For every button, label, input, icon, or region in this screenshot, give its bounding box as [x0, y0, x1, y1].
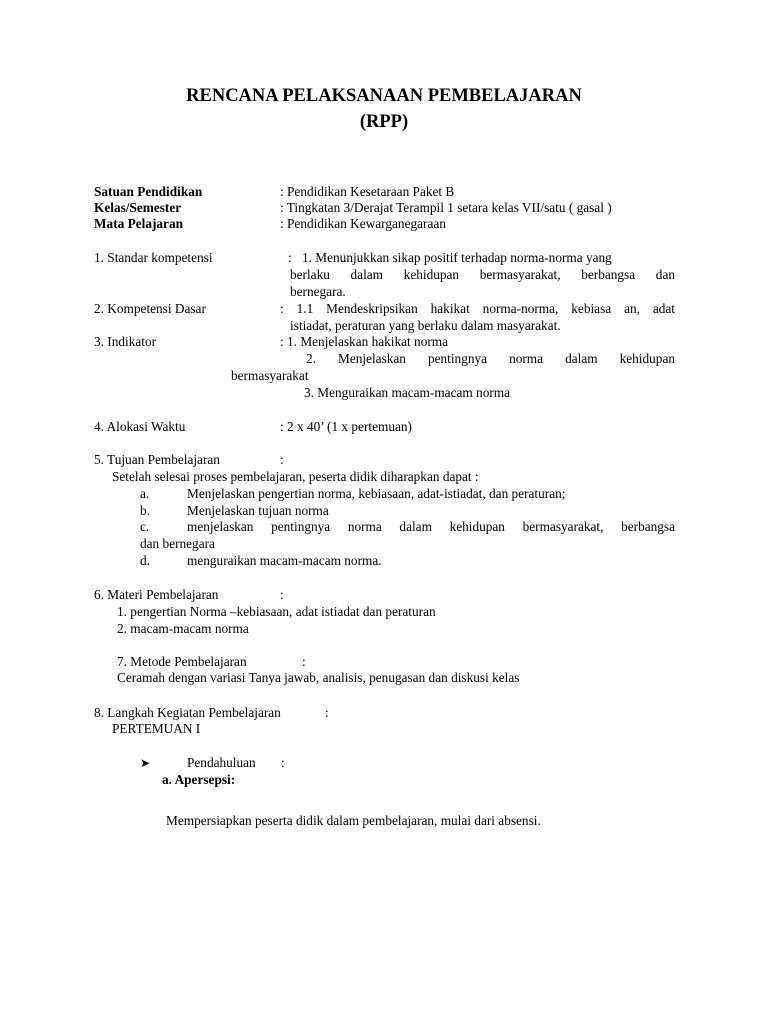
tujuan-item-a-letter: a. [140, 486, 150, 501]
apersepsi-text: Mempersiapkan peserta didik dalam pembelajaran, mulai dari absensi. [166, 813, 541, 828]
pertemuan-heading: PERTEMUAN I [112, 721, 201, 736]
indikator-line3: bermasyarakat [231, 368, 309, 383]
metode-colon: : [302, 654, 306, 669]
identity-value-kelas: : Tingkatan 3/Derajat Terampil 1 setara kelas VII/satu ( gasal ) [280, 200, 612, 215]
kd-label: 2. Kompetensi Dasar [94, 301, 206, 316]
tujuan-item-b-text: Menjelaskan tujuan norma [187, 503, 329, 518]
tujuan-intro: Setelah selesai proses pembelajaran, peserta didik diharapkan dapat : [112, 469, 479, 484]
tujuan-label: 5. Tujuan Pembelajaran [94, 452, 220, 467]
pendahuluan-label: Pendahuluan [187, 755, 256, 770]
kd-text-line2: istiadat, peraturan yang berlaku dalam masyarakat. [290, 318, 561, 333]
sk-text-line3: bernegara. [290, 284, 346, 299]
materi-item-2: 2. macam-macam norma [117, 621, 249, 636]
materi-colon: : [280, 587, 284, 602]
indikator-label: 3. Indikator [94, 334, 157, 349]
pendahuluan-colon: : [281, 755, 285, 770]
identity-value-satuan: : Pendidikan Kesetaraan Paket B [280, 184, 455, 199]
kd-text-line1: : 1.1 Mendeskripsikan hakikat norma-norma, kebiasa an, adat [280, 301, 675, 316]
tujuan-colon: : [280, 452, 284, 467]
alokasi-value: : 2 x 40’ (1 x pertemuan) [280, 419, 412, 434]
indikator-line1: : 1. Menjelaskan hakikat norma [280, 334, 449, 349]
identity-label-satuan: Satuan Pendidikan [94, 184, 203, 199]
identity-value-mapel: : Pendidikan Kewarganegaraan [280, 216, 446, 231]
indikator-line4: 3. Menguraikan macam-macam norma [304, 385, 511, 400]
sk-label: 1. Standar kompetensi [94, 250, 213, 265]
tujuan-item-c-cont: dan bernegara [140, 536, 215, 551]
identity-label-kelas: Kelas/Semester [94, 200, 182, 215]
materi-item-1: 1. pengertian Norma –kebiasaan, adat istiadat dan peraturan [117, 604, 436, 619]
tujuan-item-a-text: Menjelaskan pengertian norma, kebiasaan, adat-istiadat, dan peraturan; [187, 486, 566, 501]
arrow-bullet-icon: ➤ [140, 756, 151, 770]
tujuan-item-d-letter: d. [140, 553, 150, 568]
metode-text: Ceramah dengan variasi Tanya jawab, analisis, penugasan dan diskusi kelas [117, 670, 520, 685]
metode-label: 7. Metode Pembelajaran [117, 654, 247, 669]
sk-colon: : [288, 250, 292, 265]
alokasi-label: 4. Alokasi Waktu [94, 419, 186, 434]
tujuan-item-b-letter: b. [140, 503, 150, 518]
langkah-label: 8. Langkah Kegiatan Pembelajaran [94, 705, 281, 720]
sk-text-line2: berlaku dalam kehidupan bermasyarakat, berbangsa dan [290, 267, 675, 282]
document-subtitle: (RPP) [359, 112, 409, 132]
indikator-line2: 2. Menjelaskan pentingnya norma dalam kehidupan [306, 351, 675, 366]
sk-text-line1: 1. Menunjukkan sikap positif terhadap norma-norma yang [302, 250, 612, 265]
materi-label: 6. Materi Pembelajaran [94, 587, 219, 602]
langkah-colon: : [325, 705, 329, 720]
identity-label-mapel: Mata Pelajaran [94, 216, 183, 231]
tujuan-item-c-text: menjelaskan pentingnya norma dalam kehidupan bermasyarakat, berbangsa [187, 519, 675, 534]
tujuan-item-c-letter: c. [140, 519, 150, 534]
document-title: RENCANA PELAKSANAAN PEMBELAJARAN [186, 86, 582, 106]
tujuan-item-d-text: menguraikan macam-macam norma. [187, 553, 382, 568]
apersepsi-heading: a. Apersepsi: [162, 772, 236, 787]
